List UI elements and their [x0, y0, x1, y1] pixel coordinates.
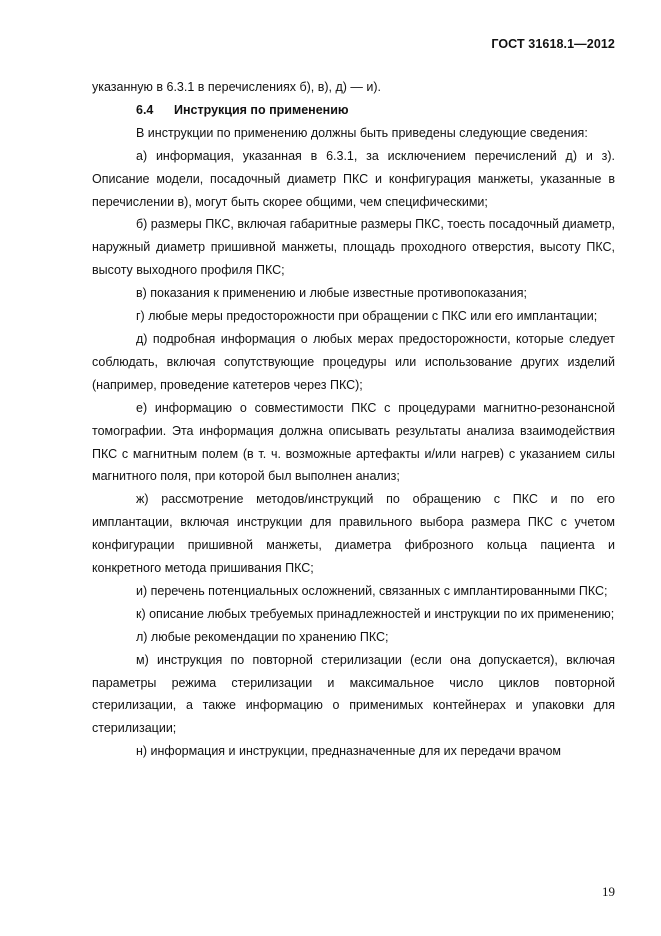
list-item-l: л) любые рекомендации по хранению ПКС;	[136, 629, 389, 644]
page-number: 19	[602, 884, 615, 899]
document-header-id: ГОСТ 31618.1—2012	[491, 37, 615, 51]
list-item-k: к) описание любых требуемых принадлежностей и инструкции по их применению;	[136, 606, 615, 621]
section-heading	[92, 99, 615, 122]
section-number: 6.4	[136, 102, 154, 117]
list-item-n: н) информация и инструкции, предназначенные для их передачи врачом	[136, 744, 562, 759]
section-title: Инструкция по применению	[174, 102, 349, 117]
list-item-d: д) подробная информация о любых мерах предосторожности, которые следует соблюдать, включая сопутствующие процедуры или использование других изделий (например, проведение катетеров через ПКС);	[92, 331, 615, 392]
document-body	[92, 76, 615, 763]
list-item-m: м) инструкция по повторной стерилизации (если она допускается), включая параметры режима стерилизации и максимальное число циклов повторной стерилизации, а также информацию о применимых контейнерах и упаковки для стерилизации;	[92, 652, 615, 736]
list-item-a: а) информация, указанная в 6.3.1, за исключением перечислений д) и з). Описание модели, посадочный диаметр ПКС и конфигурация манжеты, указанные в перечислении в), могут быть скорее общими, чем специфическими;	[92, 148, 615, 209]
list-item-e: е) информацию о совместимости ПКС с процедурами магнитно-резонансной томографии. Эта информация должна описывать результаты анализа взаимодействия ПКС с магнитным полем (в т. ч. возможные артефакты и/или нагрев) с указанием силы магнитного поля, при которой был выполнен анализ;	[92, 400, 615, 484]
list-item-zh: ж) рассмотрение методов/инструкций по обращению с ПКС и по его имплантации, включая инструкции для правильного выбора размера ПКС с учетом конфигурации пришивной манжеты, диаметра фиброзного кольца пациента и конкретного метода пришивания ПКС;	[92, 492, 615, 576]
list-item-g: г) любые меры предосторожности при обращении с ПКС или его имплантации;	[136, 309, 598, 324]
paragraph-intro: В инструкции по применению должны быть приведены следующие сведения:	[136, 125, 588, 140]
list-item-v: в) показания к применению и любые известные противопоказания;	[136, 286, 527, 301]
list-item-b: б) размеры ПКС, включая габаритные размеры ПКС, тоесть посадочный диаметр, наружный диаметр пришивной манжеты, площадь проходного отверстия, высоту ПКС, высоту выходного профиля ПКС;	[92, 217, 615, 278]
continuation-text: указанную в 6.3.1 в перечислениях б), в), д) — и).	[92, 80, 382, 94]
list-item-i: и) перечень потенциальных осложнений, связанных с имплантированными ПКС;	[136, 583, 608, 598]
